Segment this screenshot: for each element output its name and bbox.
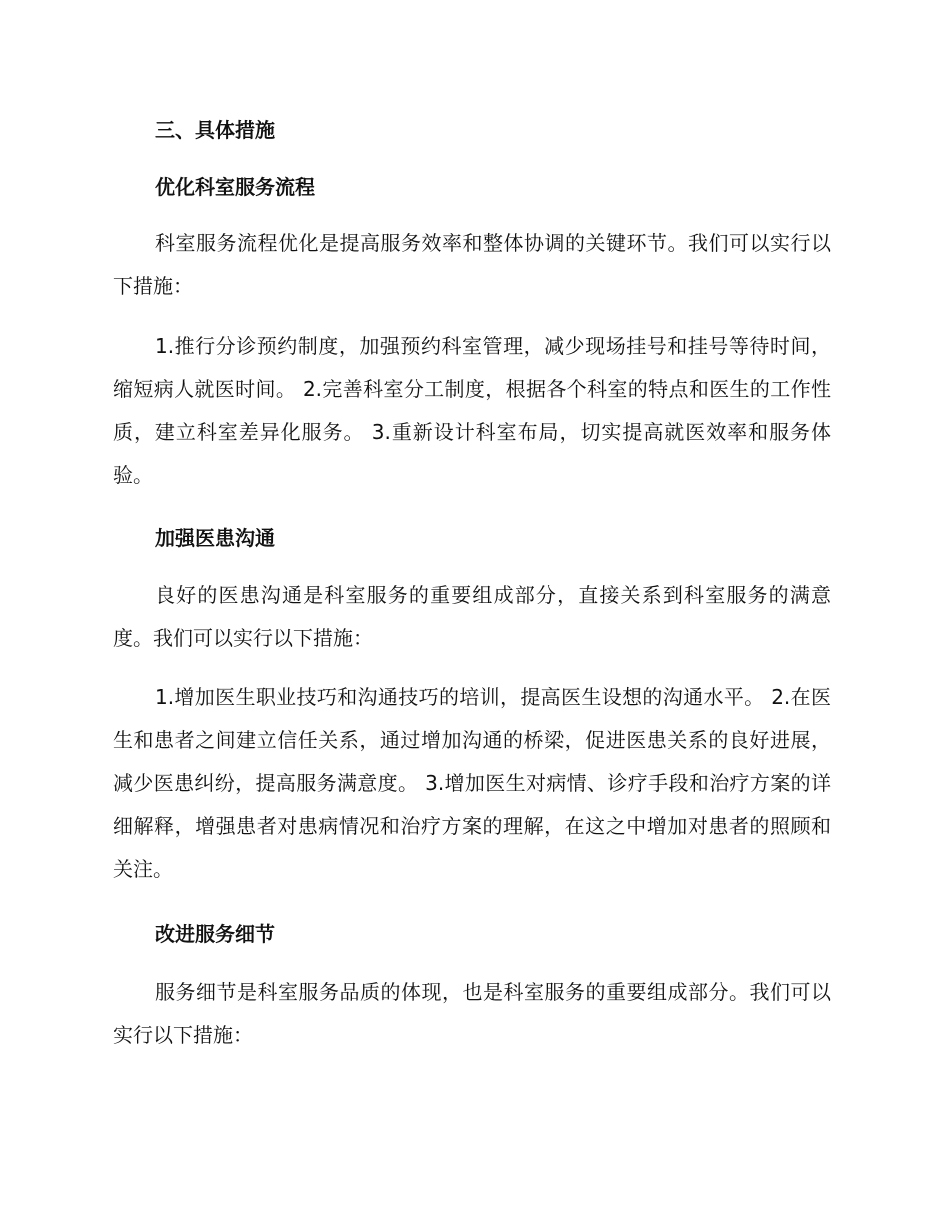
paragraph-communication-intro: 良好的医患沟通是科室服务的重要组成部分，直接关系到科室服务的满意度。我们可以实行以下措施：: [113, 583, 831, 650]
subsection-heading-doctor-patient-communication: 加强医患沟通: [155, 526, 275, 550]
subsection-heading-service-process: 优化科室服务流程: [155, 175, 315, 199]
paragraph-service-process-measures: 1.推行分诊预约制度，加强预约科室管理，减少现场挂号和挂号等待时间，缩短病人就医时间。 2.完善科室分工制度，根据各个科室的特点和医生的工作性质，建立科室差异化服务。 3.重新设计科室布局，切实提高就医效率和服务体验。: [113, 334, 831, 487]
subsection-heading-service-details: 改进服务细节: [155, 922, 275, 946]
paragraph-service-details-intro: 服务细节是科室服务品质的体现，也是科室服务的重要组成部分。我们可以实行以下措施：: [113, 980, 831, 1047]
paragraph-service-process-intro: 科室服务流程优化是提高服务效率和整体协调的关键环节。我们可以实行以下措施：: [113, 231, 831, 298]
section-title: 三、具体措施: [155, 118, 275, 142]
paragraph-communication-measures: 1.增加医生职业技巧和沟通技巧的培训，提高医生设想的沟通水平。 2.在医生和患者之间建立信任关系，通过增加沟通的桥梁，促进医患关系的良好进展，减少医患纠纷，提高服务满意度。 3.增加医生对病情、诊疗手段和治疗方案的详细解释，增强患者对患病情况和治疗方案的理解，在这之中增加对患者的照顾和关注。: [113, 685, 831, 881]
